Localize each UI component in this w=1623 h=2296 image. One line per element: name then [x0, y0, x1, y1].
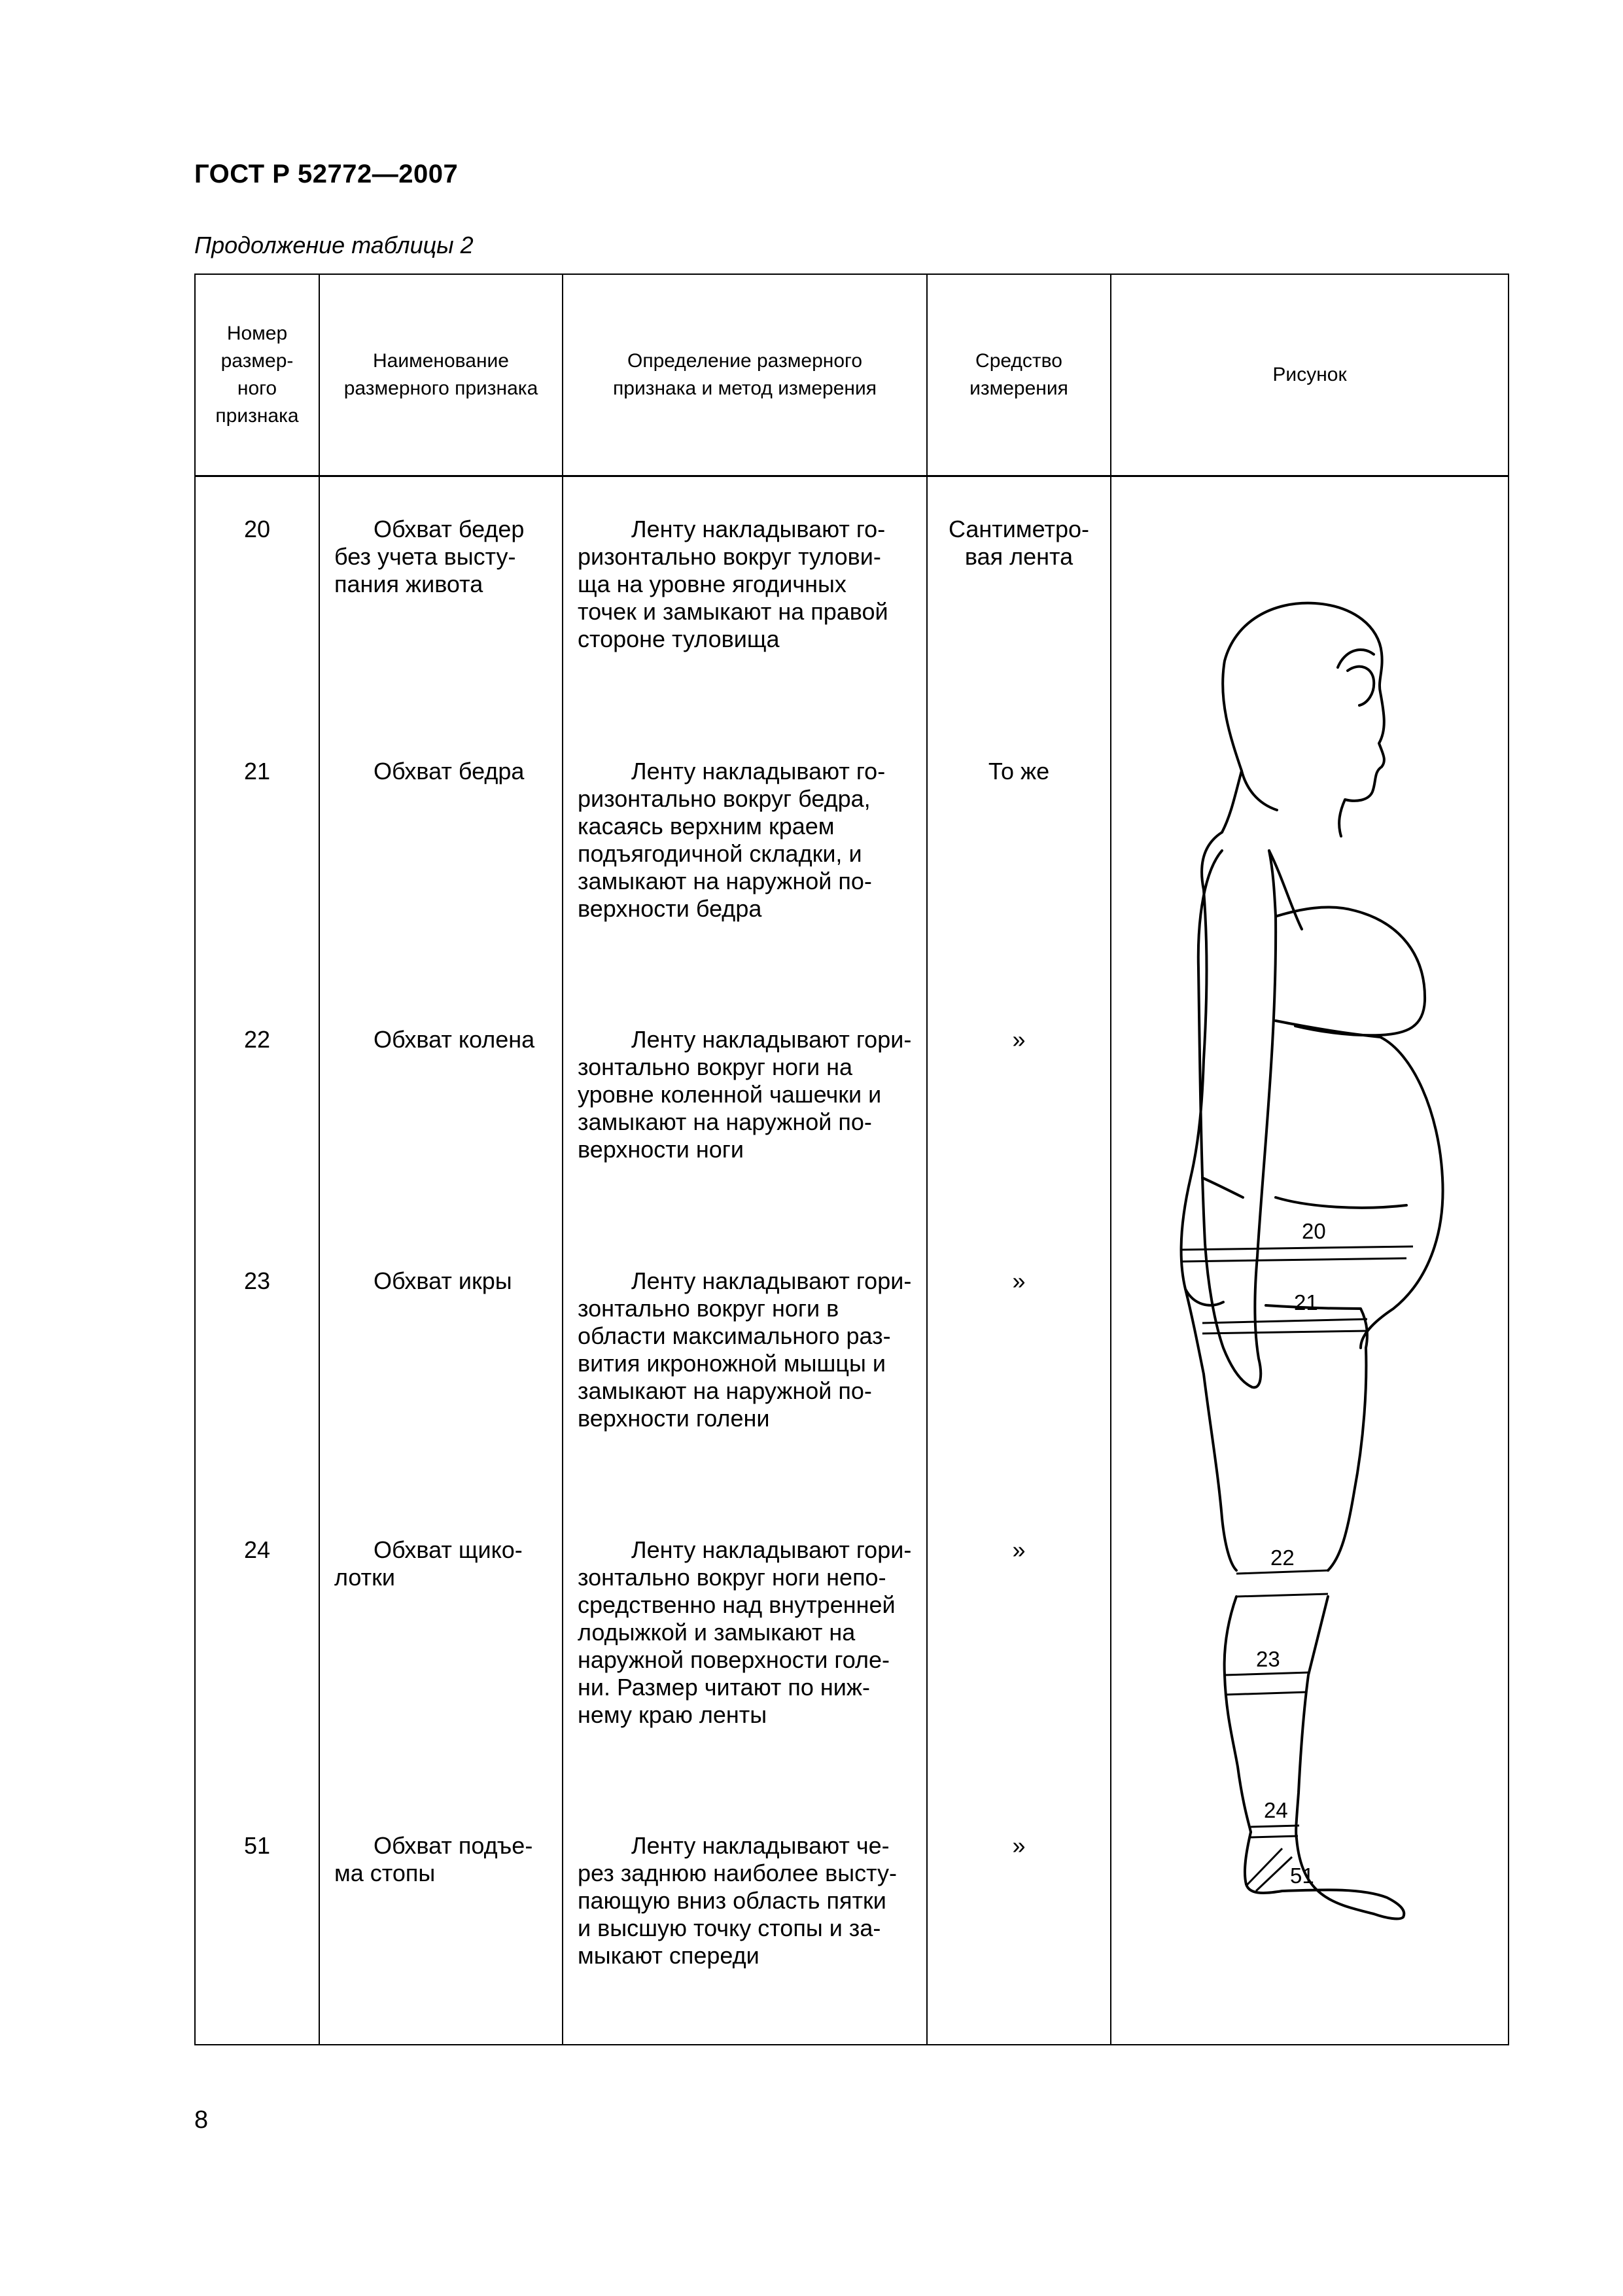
row-number: 20: [243, 516, 271, 542]
column-divider: [319, 275, 320, 2044]
arm-outline: [1198, 851, 1276, 1387]
header-definition: Определение размерного признака и метод измерения: [613, 350, 877, 399]
row-definition: Ленту накладывают гори- зонтально вокруг ноги в области максимального раз- вития икроножной мышцы и замыкают на наружной по- верхности голени: [578, 1267, 912, 1432]
foot-outline: [1245, 1832, 1404, 1918]
belly-outline: [1361, 1037, 1443, 1348]
thigh-back: [1204, 1374, 1236, 1570]
row-definition: Ленту накладывают го- ризонтально вокруг бедра, касаясь верхним краем подъягодичной складки, и замыкают на наружной по- верхности бедра: [578, 758, 886, 922]
hair-detail: [1338, 650, 1374, 667]
row-name: Обхват бедер без учета высту- пания живота: [334, 516, 525, 597]
row-number: 23: [243, 1267, 271, 1294]
head-outline: [1223, 603, 1384, 836]
column-divider: [562, 275, 563, 2044]
row-number: 51: [243, 1832, 271, 1859]
row-definition: Ленту накладывают го- ризонтально вокруг тулови- ща на уровне ягодичных точек и замыкают на правой стороне туловища: [578, 516, 888, 652]
row-tool: »: [1012, 1536, 1026, 1563]
thigh-front: [1328, 1348, 1366, 1570]
label-22: 22: [1270, 1545, 1295, 1570]
row-tool: »: [1012, 1026, 1026, 1053]
row-tool: Сантиметро- вая лента: [949, 516, 1089, 570]
row-tool: »: [1012, 1832, 1026, 1859]
briefs-top: [1202, 1178, 1243, 1197]
label-21: 21: [1294, 1290, 1318, 1315]
column-divider: [1110, 275, 1111, 2044]
row-tool: »: [1012, 1267, 1026, 1294]
header-figure: Рисунок: [1272, 364, 1347, 385]
row-definition: Ленту накладывают че- рез заднюю наиболее высту- пающую вниз область пятки и высшую точку стопы и за- мыкают спереди: [578, 1832, 897, 1969]
label-20: 20: [1302, 1219, 1326, 1243]
row-name: Обхват икры: [374, 1267, 512, 1294]
label-24: 24: [1264, 1798, 1288, 1822]
shin-front: [1296, 1597, 1328, 1839]
row-name: Обхват колена: [374, 1026, 535, 1053]
header-name: Наименование размерного признака: [343, 350, 538, 399]
row-definition: Ленту накладывают гори- зонтально вокруг ноги на уровне коленной чашечки и замыкают на наружной по- верхности ноги: [578, 1026, 912, 1163]
header-number: Номер размер- ного признака: [215, 323, 299, 427]
header-divider: [196, 475, 1508, 477]
page-number: 8: [194, 2106, 209, 2134]
ear-outline: [1348, 667, 1374, 705]
row-tool: То же: [988, 758, 1050, 785]
label-51: 51: [1290, 1863, 1314, 1888]
row-name: Обхват щико- лотки: [334, 1536, 523, 1591]
row-number: 24: [243, 1536, 271, 1563]
bra-band: [1276, 1021, 1380, 1037]
body-measurement-figure: [1130, 576, 1484, 1924]
calf-back: [1225, 1597, 1251, 1832]
table-continuation-caption: Продолжение таблицы 2: [194, 232, 474, 258]
row-name: Обхват бедра: [374, 758, 525, 785]
row-number: 21: [243, 758, 271, 785]
row-definition: Ленту накладывают гори- зонтально вокруг ноги непо- средственно над внутренней лодыжкой и замыкают на наружной поверхности голе- ни. Размер читают по ниж- нему краю ленты: [578, 1536, 912, 1728]
label-23: 23: [1256, 1647, 1280, 1671]
header-tool: Средство измерения: [969, 350, 1068, 399]
row-name: Обхват подъе- ма стопы: [334, 1832, 533, 1886]
neck-back: [1222, 771, 1242, 832]
document-title: ГОСТ Р 52772—2007: [194, 160, 459, 188]
buttocks-outline: [1185, 1289, 1223, 1305]
briefs-waist: [1276, 1197, 1406, 1208]
row-number: 22: [243, 1026, 271, 1053]
